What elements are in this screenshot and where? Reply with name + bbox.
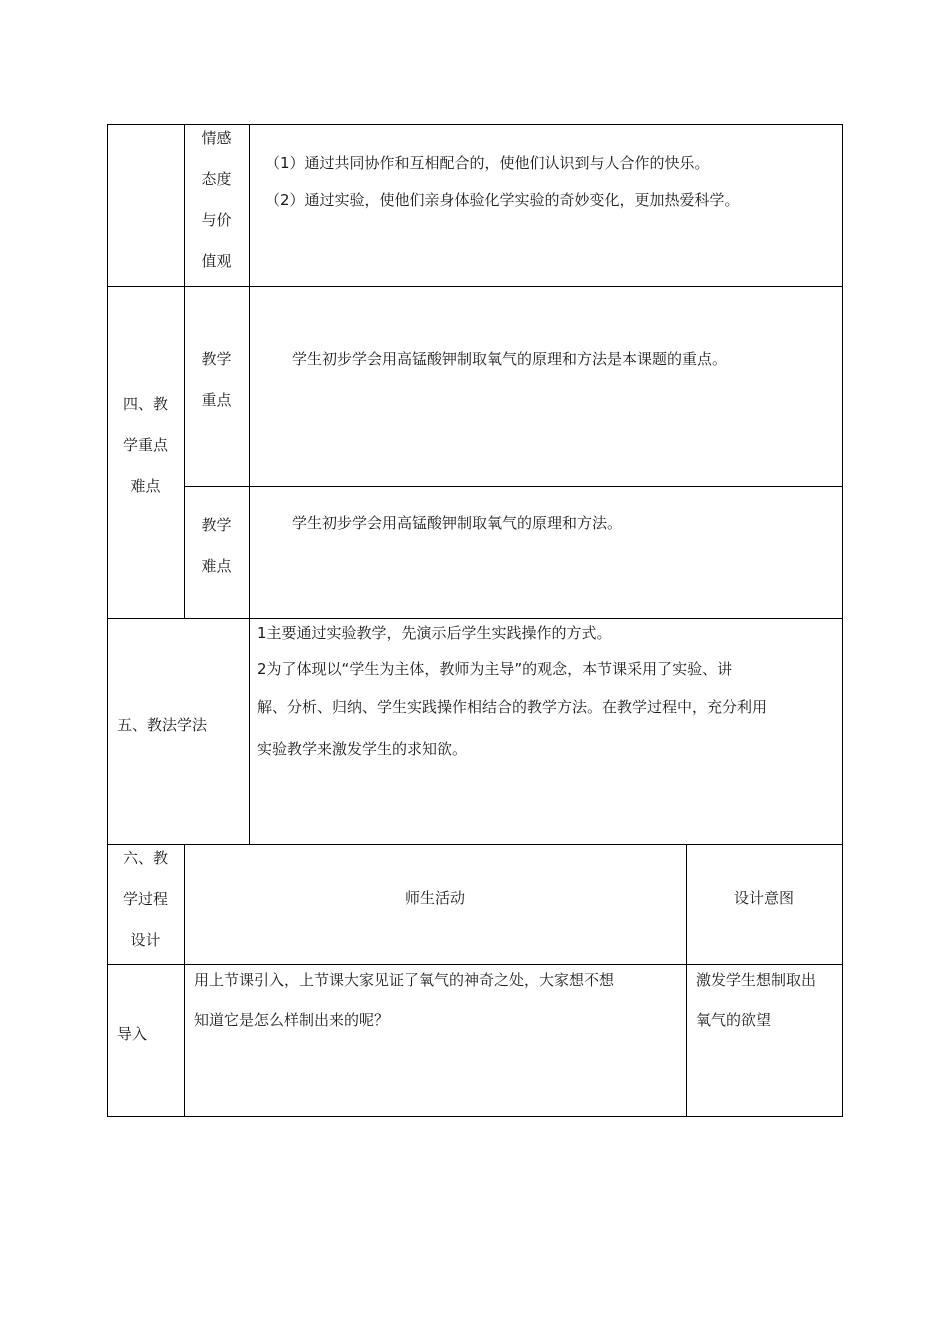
- focus-text: 学生初步学会用高锰酸钾制取氧气的原理和方法是本课题的重点。: [292, 350, 728, 368]
- row-divider: [184, 486, 843, 487]
- table-border-bottom: [107, 1116, 843, 1117]
- table-border-left: [107, 124, 108, 1117]
- row-divider: [107, 844, 843, 845]
- intro-intent-line-1: 激发学生想制取出: [696, 971, 817, 989]
- affect-line-1: （1）通过共同协作和互相配合的，使他们认识到与人合作的快乐。: [265, 154, 710, 172]
- method-label: 五、教法学法: [117, 716, 208, 734]
- difficulty-label: 教学 难点: [201, 516, 232, 575]
- method-line-3: 解、分析、归纳、学生实践操作相结合的教学方法。在教学过程中，充分利用: [257, 698, 768, 716]
- col-divider: [249, 124, 250, 845]
- key-points-label: 四、教 学重点 难点: [122, 395, 168, 495]
- method-line-1: 1主要通过实验教学，先演示后学生实践操作的方式。: [257, 624, 612, 642]
- intro-activity-line-2: 知道它是怎么样制出来的呢？: [194, 1011, 390, 1029]
- intro-activity-line-1: 用上节课引入，上节课大家见证了氧气的神奇之处，大家想不想: [194, 971, 615, 989]
- focus-label: 教学 重点: [201, 350, 232, 409]
- table-border-right: [842, 124, 843, 1117]
- difficulty-text: 学生初步学会用高锰酸钾制取氧气的原理和方法。: [292, 514, 623, 532]
- col-header-intent: 设计意图: [733, 889, 794, 907]
- col-header-activity: 师生活动: [404, 889, 465, 907]
- row-divider: [107, 286, 843, 287]
- process-label: 六、教 学过程 设计: [122, 849, 168, 949]
- method-line-4: 实验教学来激发学生的求知欲。: [257, 740, 468, 758]
- intro-label: 导入: [117, 1025, 148, 1043]
- affect-label: 情感 态度 与价 值观: [201, 129, 232, 270]
- method-line-2: 2为了体现以“学生为主体，教师为主导”的观念，本节课采用了实验、讲: [257, 660, 733, 678]
- affect-line-2: （2）通过实验，使他们亲身体验化学实验的奇妙变化，更加热爱科学。: [265, 191, 740, 209]
- intro-intent-line-2: 氧气的欲望: [696, 1011, 772, 1029]
